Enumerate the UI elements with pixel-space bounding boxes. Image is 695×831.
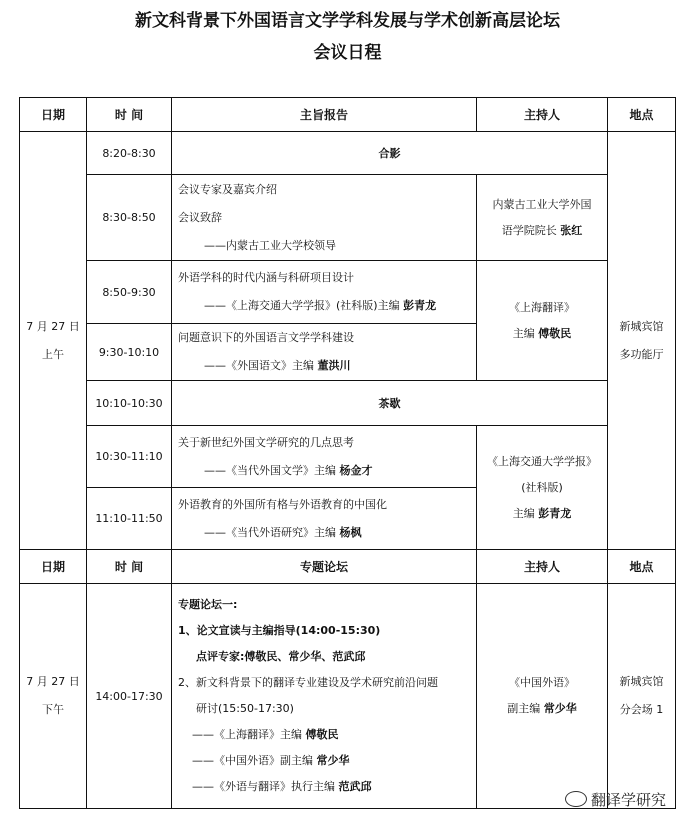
- speaker-name: 杨金才: [339, 463, 373, 477]
- speaker-name: 彭青龙: [403, 299, 437, 312]
- header-row-forum: [20, 550, 676, 584]
- time-cell: 8:50-9:30: [87, 261, 172, 324]
- topic-line: 外语学科的时代内涵与科研项目设计: [178, 271, 354, 284]
- schedule-table: [19, 97, 676, 809]
- table-row: [20, 132, 676, 175]
- topic-cell: [172, 488, 477, 550]
- watermark: [565, 789, 666, 810]
- host-title: 主编: [512, 326, 535, 340]
- pm-date: 7 月 27 日: [26, 675, 80, 688]
- forum-item-1: 1、论文宣读与主编指导(14:00-15:30): [178, 624, 381, 637]
- forum-item-2-time: 研讨(15:50-17:30): [196, 702, 294, 715]
- topic-cell: [172, 261, 477, 324]
- forum-title: 专题论坛一:: [178, 598, 238, 611]
- am-period: 上午: [42, 347, 64, 361]
- pm-date-cell: [20, 584, 87, 809]
- header-venue: 地点: [608, 98, 676, 132]
- speaker-role: ——《上海交通大学学报》(社科版)主编: [204, 299, 400, 312]
- speaker-name: 范武邱: [338, 780, 372, 793]
- host-title: 副主编: [507, 702, 541, 715]
- header-time: 时 间: [87, 98, 172, 132]
- speaker-name: 杨枫: [339, 525, 362, 539]
- topic-line: 外语教育的外国所有格与外语教育的中国化: [178, 497, 387, 511]
- pm-venue-2: 分会场 1: [619, 703, 664, 716]
- speaker-name: 董洪川: [317, 359, 351, 372]
- topic-cell: [172, 175, 477, 261]
- host-line: [483, 218, 601, 244]
- speaker-role: ——《外国语文》主编: [204, 359, 314, 372]
- host-title: 主编: [512, 506, 535, 520]
- table-row: [20, 584, 676, 809]
- host-name: 彭青龙: [538, 506, 572, 520]
- speaker-role: ——《外语与翻译》执行主编: [192, 780, 335, 793]
- header-host: 主持人: [477, 550, 608, 584]
- host-cell: [477, 175, 608, 261]
- topic-cell: [172, 324, 477, 381]
- watermark-text: 翻译学研究: [591, 791, 667, 809]
- host-line: 《上海交通大学学报》: [487, 454, 597, 468]
- topic-line: 问题意识下的外国语言文学学科建设: [178, 331, 354, 344]
- speaker-line: [178, 774, 470, 800]
- host-cell: [477, 261, 608, 381]
- host-line: 《中国外语》: [509, 676, 575, 689]
- header-topic: 主旨报告: [172, 98, 477, 132]
- host-line: (社科版): [521, 480, 563, 494]
- header-topic: 专题论坛: [172, 550, 477, 584]
- speaker-role: ——《中国外语》副主编: [192, 754, 313, 767]
- speaker-line: [178, 292, 470, 320]
- table-row: [20, 175, 676, 261]
- forum-experts: 点评专家:傅敬民、常少华、范武邱: [196, 650, 366, 663]
- topic-line: 会议专家及嘉宾介绍: [178, 182, 277, 196]
- speaker-name: 傅敬民: [305, 728, 339, 741]
- forum-cell: [172, 584, 477, 809]
- table-row: [20, 261, 676, 324]
- header-venue: 地点: [608, 550, 676, 584]
- host-line: [483, 501, 601, 527]
- am-venue-cell: [608, 132, 676, 550]
- header-date: 日期: [20, 98, 87, 132]
- speaker-role: ——《当代外国文学》主编: [204, 463, 336, 477]
- topic-cell: [172, 426, 477, 488]
- header-row-keynote: [20, 98, 676, 132]
- am-venue-1: 新城宾馆: [619, 319, 664, 333]
- topic-line: 会议致辞: [178, 210, 222, 224]
- pm-period: 下午: [42, 703, 64, 716]
- pm-venue-1: 新城宾馆: [619, 675, 664, 688]
- pm-venue-cell: [608, 584, 676, 809]
- host-name: 张红: [560, 223, 583, 237]
- topic-photo: 合影: [172, 132, 608, 175]
- forum-item-2: 2、新文科背景下的翻译专业建设及学术研究前沿问题: [178, 676, 438, 689]
- am-date: 7 月 27 日: [26, 319, 80, 333]
- topic-line: 关于新世纪外国文学研究的几点思考: [178, 435, 354, 449]
- time-cell: 11:10-11:50: [87, 488, 172, 550]
- host-name: 常少华: [543, 702, 577, 715]
- time-cell: 9:30-10:10: [87, 324, 172, 381]
- speaker-role: ——《上海翻译》主编: [192, 728, 302, 741]
- speaker-line: [178, 748, 470, 774]
- host-cell: [477, 426, 608, 550]
- topic-break: 茶歇: [172, 381, 608, 426]
- speaker-line: ——内蒙古工业大学校领导: [204, 238, 336, 252]
- speaker-line: [178, 519, 470, 547]
- header-host: 主持人: [477, 98, 608, 132]
- host-name: 傅敬民: [538, 326, 572, 340]
- host-cell: [477, 584, 608, 809]
- host-line: 内蒙古工业大学外国: [492, 197, 592, 211]
- speaker-line: [178, 722, 470, 748]
- time-cell: 8:20-8:30: [87, 132, 172, 175]
- header-date: 日期: [20, 550, 87, 584]
- time-cell: 10:10-10:30: [87, 381, 172, 426]
- am-venue-2: 多功能厅: [619, 347, 664, 361]
- speaker-name: 常少华: [316, 754, 350, 767]
- header-time: 时 间: [87, 550, 172, 584]
- table-row: [20, 426, 676, 488]
- time-cell: 10:30-11:10: [87, 426, 172, 488]
- host-title: 语学院院长: [501, 223, 557, 237]
- wechat-icon: [565, 791, 587, 807]
- speaker-line: [178, 457, 470, 485]
- time-cell: 8:30-8:50: [87, 175, 172, 261]
- page-subtitle: 会议日程: [313, 43, 382, 63]
- page-title: 新文科背景下外国语言文学学科发展与学术创新高层论坛: [135, 11, 560, 31]
- speaker-line: [178, 352, 470, 380]
- am-date-cell: [20, 132, 87, 550]
- host-line: 《上海翻译》: [509, 300, 575, 314]
- host-line: [483, 321, 601, 347]
- table-row: [20, 381, 676, 426]
- speaker-role: ——《当代外语研究》主编: [204, 525, 336, 539]
- host-line: [483, 696, 601, 722]
- time-cell: 14:00-17:30: [87, 584, 172, 809]
